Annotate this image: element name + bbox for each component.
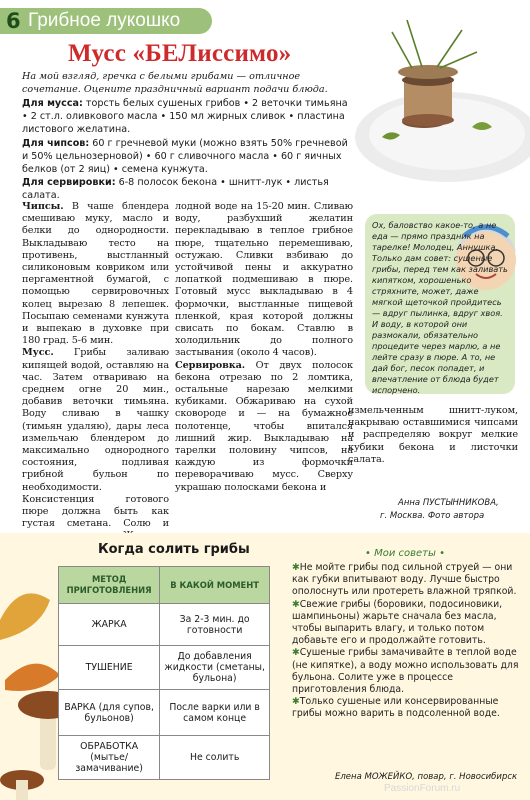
mousse-paragraph: Мусс. Грибы заливаю кипящей водой, оставляю на час. Затем отвариваю на среднем огне 20 мин., добавив веточки тимьяна. Воду сливаю в чашку (тимьян удаляю), дары леса измельчаю блендером до максимально однородного состояния, подливая грибной бульон по необходимости. Консистенция готового пюре должна быть как густая сметана. Солю и — [22, 347, 169, 530]
tips-list — [292, 562, 520, 721]
tip-item: ✱Только сушеные или консервированные грибы можно варить в подсоленной воде. — [292, 696, 500, 720]
star-icon: ✱ — [292, 696, 300, 708]
method-column-2 — [175, 201, 353, 494]
table-cell: ОБРАБОТКА (мытье/ замачивание) — [59, 736, 160, 780]
author-city: г. Москва. Фото автора — [380, 511, 485, 521]
table-cell: ВАРКА (для супов, бульонов) — [59, 690, 160, 736]
table-row — [59, 736, 270, 780]
chips — [398, 65, 458, 79]
table-cell: После варки или в самом конце — [160, 690, 270, 736]
table-header-row — [59, 567, 270, 604]
salting-table — [58, 566, 270, 780]
section-title: Грибное лукошко — [28, 10, 181, 31]
table-cell: ЖАРКА — [59, 604, 160, 646]
chips-paragraph: Чипсы. В чаше блендера смешиваю муку, масло и белки до однородности. Выкладываю тесто на противень, выстланный силиконовым ковриком или пергаментной бумагой, с помощью сервировочных колец вырезаю 8 лепешек. Посыпаю семенами кунжута и выпекаю в духовке при 180 град. 5-6 мин. — [22, 201, 169, 347]
tips-title: • Мои советы • — [365, 548, 445, 559]
method-column-3: измельченным шнитт-луком, накрываю оставшимися чипсами и распределяю вокруг мелкие кубики бекона и листочки салата. — [348, 405, 518, 465]
mousse-continued: лодной воде на 15-20 мин. Сливаю воду, разбухший желатин перекладываю в теплое грибное пюре, тщательно перемешиваю, остужаю. Сливки взбиваю до устойчивой пены и аккуратно лопаткой подмешиваю в пюре. Готовый мусс выкладываю в 4 формочки, выстланные пищевой пленкой, края которой должны свисать по бокам. Ставлю в холодильник до полного застывания (около 4 часов). — [175, 201, 353, 359]
table-row — [59, 646, 270, 690]
ingredients-mousse: Для мусса: торсть белых сушеных грибов • 2 веточки тимьяна • 2 ст.л. оливкового масла • 150 мл жирных сливок • пластина листового желатина. — [22, 98, 348, 136]
table-cell: ТУШЕНИЕ — [59, 646, 160, 690]
page-number: 6 — [6, 9, 21, 33]
table-row — [59, 604, 270, 646]
tip-item: ✱Свежие грибы (боровики, подосиновики, шампиньоны) жарьте сначала без масла, чтобы выпарить влагу, и только потом добавьте его и продолжайте готовить. — [292, 598, 503, 647]
table-title: Когда солить грибы — [98, 542, 250, 557]
table-header: МЕТОД ПРИГОТОВЛЕНИЯ — [59, 567, 160, 604]
author-name: Анна ПУСТЫННИКОВА, — [398, 498, 499, 508]
tip-item: ✱Не мойте грибы под сильной струей — они как губки впитывают воду. Лучше быстро ополоснуть или протереть влажной тряпкой. — [292, 562, 517, 598]
table-cell: Не солить — [160, 736, 270, 780]
table-cell: За 2-3 мин. до готовности — [160, 604, 270, 646]
tip-item: ✱Сушеные грибы замачивайте в теплой воде (не кипятке), а воду можно использовать для бульона. Солите уже в процессе приготовления блюда. — [292, 647, 519, 696]
recipe-title: Мусс «БЕЛиссимо» — [68, 40, 292, 67]
ingredients-serving: Для сервировки: 6-8 полосок бекона • шнитт-лук • листья салата. — [22, 177, 329, 202]
serving-paragraph: Сервировка. От двух полосок бекона отрезаю по 2 ломтика, остальные нарезаю мелкими кубиками. Обжариваю на сухой сковороде и — на бумажное полотенце, чтобы впитался лишний жир. Выкладываю на тарелки половину чипсов, на каждую из формочки переворачиваю мусс. Сверху украшаю полосками бекона и — [175, 359, 353, 493]
watermark: PassionForum.ru — [384, 783, 461, 794]
star-icon: ✱ — [292, 562, 300, 573]
table-cell: До добавления жидкости (сметаны, бульона) — [160, 646, 270, 690]
ingredients — [22, 97, 352, 203]
ingredients-chips: Для чипсов: 60 г гречневой муки (можно взять 50% гречневой и 50% цельнозерновой) • 60 г сливочного масла • 60 г яичных белков (от 2 яиц) • семена кунжута. — [22, 137, 348, 176]
star-icon: ✱ — [292, 647, 300, 659]
table-header: В КАКОЙ МОМЕНТ — [160, 567, 270, 604]
star-icon: ✱ — [292, 598, 300, 610]
dish-photo — [352, 12, 530, 207]
recipe-intro: На мой взгляд, гречка с белыми грибами — отличное сочетание. Оцените праздничный вариант подачи блюда. — [22, 71, 328, 95]
advice-text: Ох, баловство какое-то, а не еда — прямо праздник на тарелке! Молодец, Аннушка. Только дам совет: сушеные грибы, перед тем как заливать кипятком, хорошенько стряхните, может, даже мягкой щеточкой пройдитесь — вдруг пылинка, вдруг хвоя. И воду, в которой они размокали, обязательно процедите через марлю, а не лейте сразу в пюре. А то, не дай бог, песок попадет, и впечатление от блюда будет испорчено. — [372, 220, 508, 395]
method-column-1 — [22, 201, 169, 555]
tips-author: Елена МОЖЕЙКО, повар, г. Новосибирск — [335, 772, 518, 782]
table-row — [59, 690, 270, 736]
